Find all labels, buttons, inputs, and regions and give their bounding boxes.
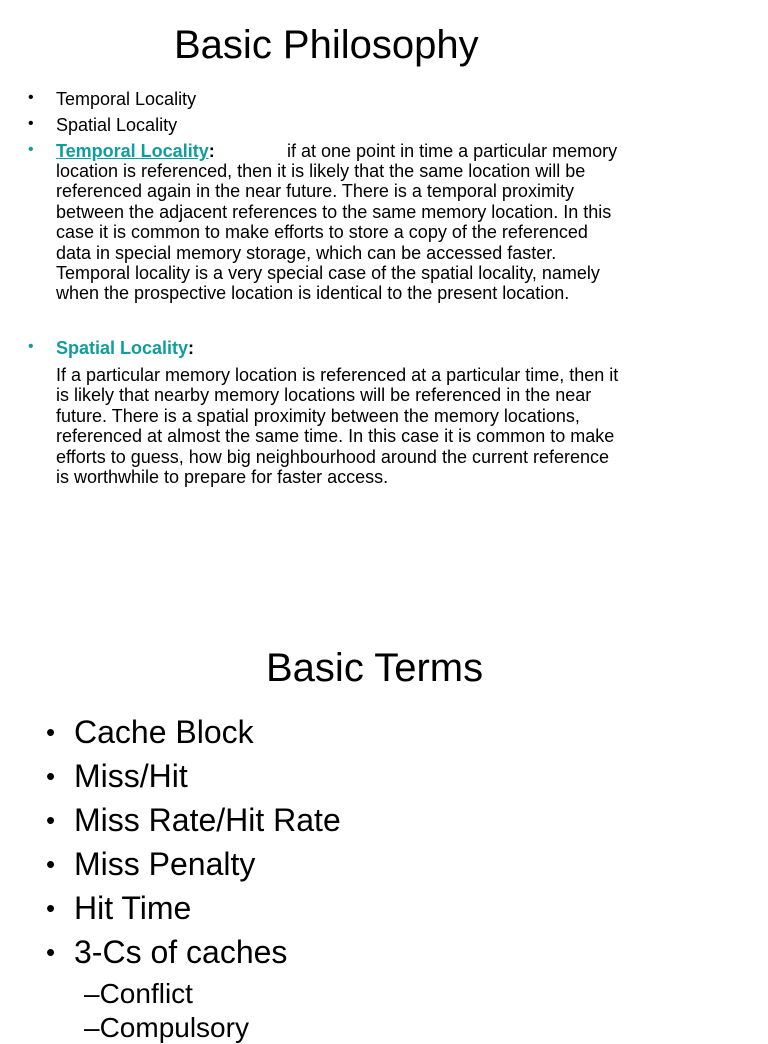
temporal-locality-paragraph: location is referenced, then it is likely that the same location will be referenced again in the near future. There is a temporal proximity between the adjacent references to the same memory location. In this case it is common to make efforts to store a copy of the referenced data in special memory storage, which can be accessed faster. Temporal locality is a very special case of the spatial locality, namely when the prospective location is identical to the present location. [56,161,612,304]
bullet-spatial-locality: Spatial Locality [56,115,178,135]
temporal-locality-heading [56,141,215,161]
term-item: Miss Rate/Hit Rate [74,802,341,838]
spatial-locality-paragraph: If a particular memory location is referenced at a particular time, then it is likely that nearby memory locations will be referenced in the near future. There is a spatial proximity between the memory locations, referenced at almost the same time. In this case it is common to make efforts to guess, how big neighbourhood around the current reference is worthwhile to prepare for faster access. [56,365,619,488]
bullet-icon: • [28,115,34,132]
bullet-icon: • [46,717,56,747]
term-item: Hit Time [74,890,192,926]
bullet-icon: • [46,805,56,835]
bullet-icon: • [46,761,56,791]
temporal-locality-term: Temporal Locality [56,141,209,161]
dash-icon: – [84,1012,100,1043]
bullet-temporal-locality: Temporal Locality [56,89,197,109]
bullet-icon: • [46,937,56,967]
spatial-locality-heading [56,338,194,358]
bullet-icon: • [46,849,56,879]
bullet-icon: • [28,338,34,355]
temporal-colon: : [208,141,215,161]
spatial-locality-term: Spatial Locality [56,338,189,358]
bullet-icon: • [28,89,34,106]
sub-item-label: Conflict [99,978,193,1009]
slide-title: Basic Philosophy [174,23,479,67]
term-item: Miss/Hit [74,758,188,794]
term-item: Miss Penalty [74,846,256,882]
spatial-colon: : [188,338,195,358]
slide-title: Basic Terms [266,646,484,690]
sub-item-label: Compulsory [99,1012,249,1043]
sub-item [84,1012,249,1044]
sub-item [84,978,193,1010]
bullet-icon: • [46,893,56,923]
dash-icon: – [84,978,100,1009]
temporal-locality-lead: if at one point in time a particular memory [287,141,618,161]
term-item: Cache Block [74,714,254,750]
term-item: 3-Cs of caches [74,934,288,970]
bullet-icon: • [28,141,34,158]
